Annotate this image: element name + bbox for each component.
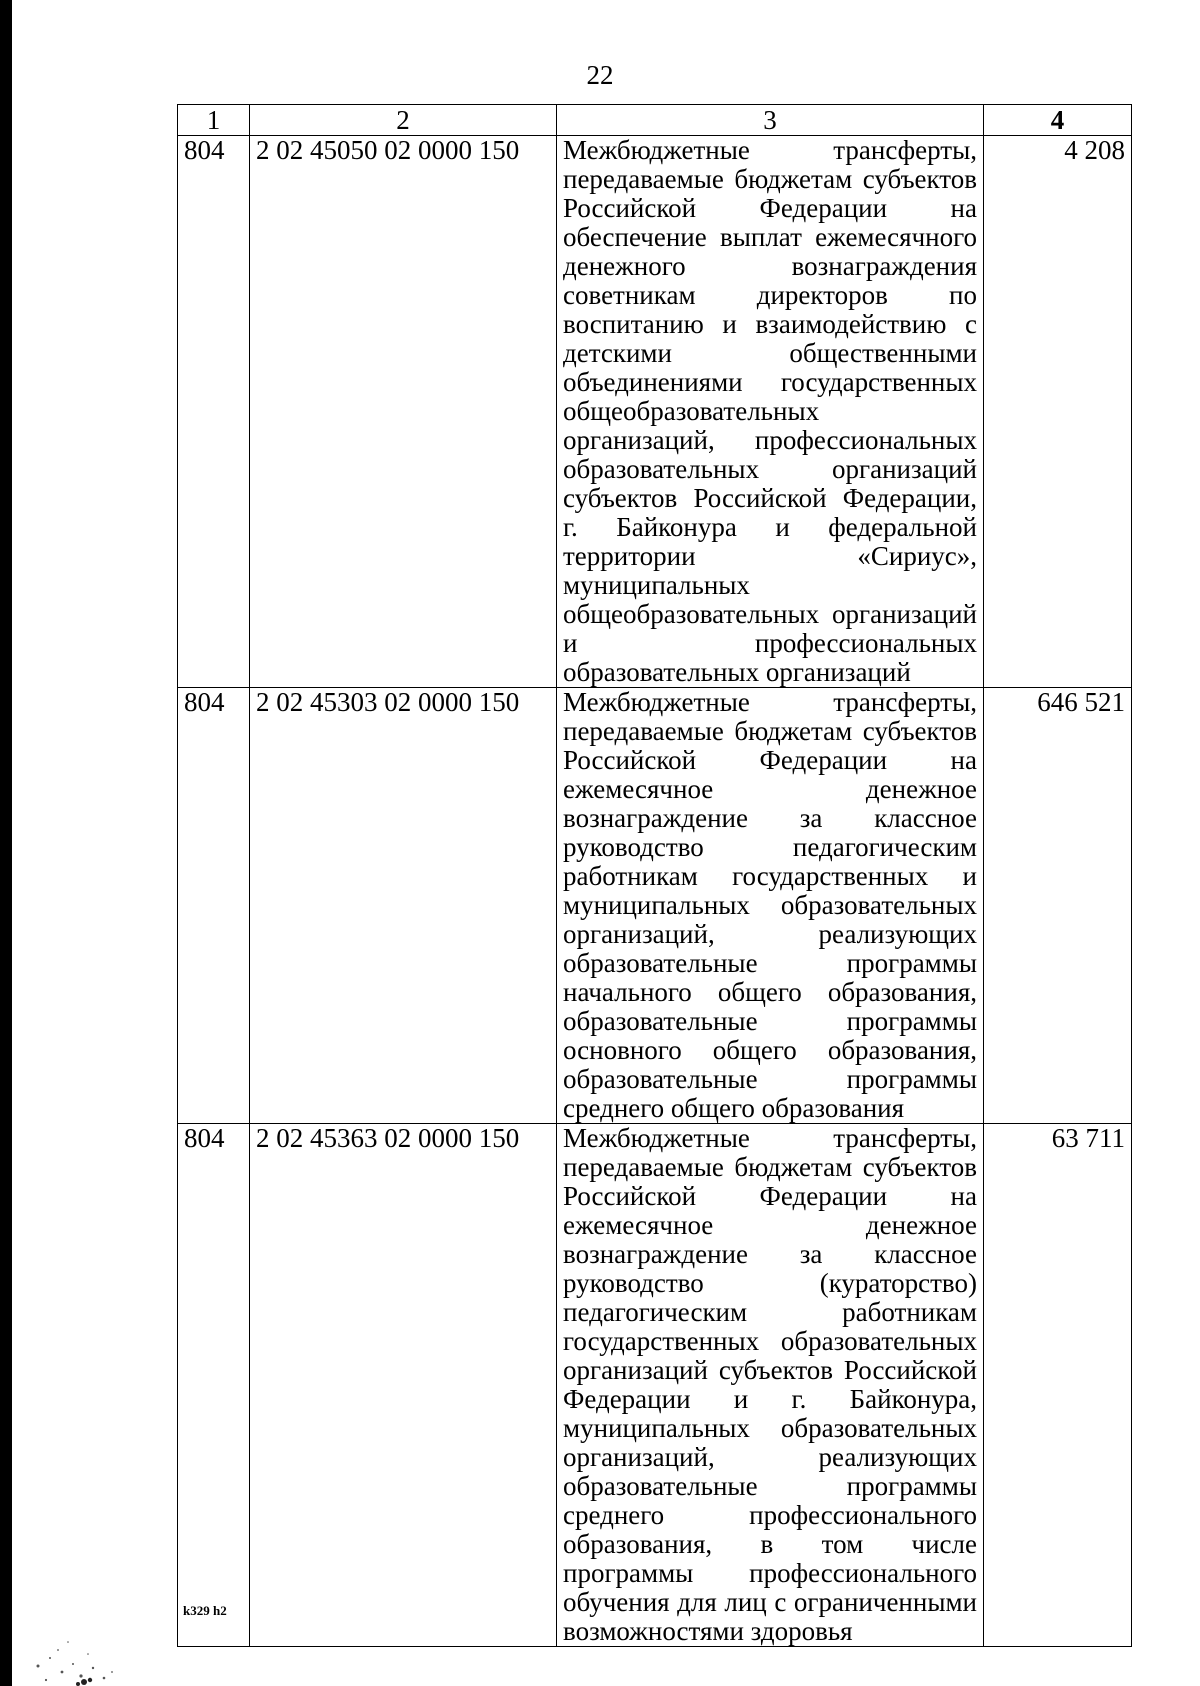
table-row <box>178 1124 1132 1647</box>
column-header-4: 4 <box>984 105 1132 136</box>
amount-cell: 4 208 <box>984 136 1132 688</box>
column-header-3: 3 <box>557 105 984 136</box>
table-header-row <box>178 105 1132 136</box>
budget-table <box>177 104 1132 1647</box>
budget-code-cell: 2 02 45050 02 0000 150 <box>250 136 557 688</box>
footer-code: k329 h2 <box>183 1603 227 1618</box>
amount-cell: 646 521 <box>984 688 1132 1124</box>
scan-edge <box>0 0 12 1686</box>
description-text: Межбюджетные трансферты, передаваемые бюджетам субъектов Российской Федерации на обеспечение выплат ежемесячного денежного вознаграждения советникам директоров по воспитанию и взаимодействию с детскими общественными объединениями государственных общеобразовательных организаций, профессиональных образовательных организаций субъектов Российской Федерации, г. Байконура и федеральной территории «Сириус», муниципальных общеобразовательных организаций и профессиональных образовательных организаций <box>563 135 977 687</box>
amount-cell: 63 711 <box>984 1124 1132 1647</box>
column-header-2: 2 <box>250 105 557 136</box>
org-code-cell: 804 <box>178 136 250 688</box>
org-code-cell: 804 <box>178 688 250 1124</box>
scan-smudge <box>18 1606 128 1686</box>
page-number: 22 <box>586 60 614 90</box>
table-row <box>178 688 1132 1124</box>
budget-code-cell: 2 02 45303 02 0000 150 <box>250 688 557 1124</box>
budget-code-cell: 2 02 45363 02 0000 150 <box>250 1124 557 1647</box>
description-cell <box>557 688 984 1124</box>
description-text: Межбюджетные трансферты, передаваемые бюджетам субъектов Российской Федерации на ежемесячное денежное вознаграждение за классное руководство (кураторство) педагогическим работникам государственных образовательных организаций субъектов Российской Федерации и г. Байконура, муниципальных образовательных организаций, реализующих образовательные программы среднего профессионального образования, в том числе программы профессионального обучения для лиц с ограниченными возможностями здоровья <box>563 1123 977 1646</box>
org-code-cell: 804 <box>178 1124 250 1647</box>
description-cell <box>557 136 984 688</box>
description-text: Межбюджетные трансферты, передаваемые бюджетам субъектов Российской Федерации на ежемесячное денежное вознаграждение за классное руководство педагогическим работникам государственных и муниципальных образовательных организаций, реализующих образовательные программы начального общего образования, образовательные программы основного общего образования, образовательные программы среднего общего образования <box>563 687 977 1123</box>
table-row <box>178 136 1132 688</box>
description-cell <box>557 1124 984 1647</box>
column-header-1: 1 <box>178 105 250 136</box>
